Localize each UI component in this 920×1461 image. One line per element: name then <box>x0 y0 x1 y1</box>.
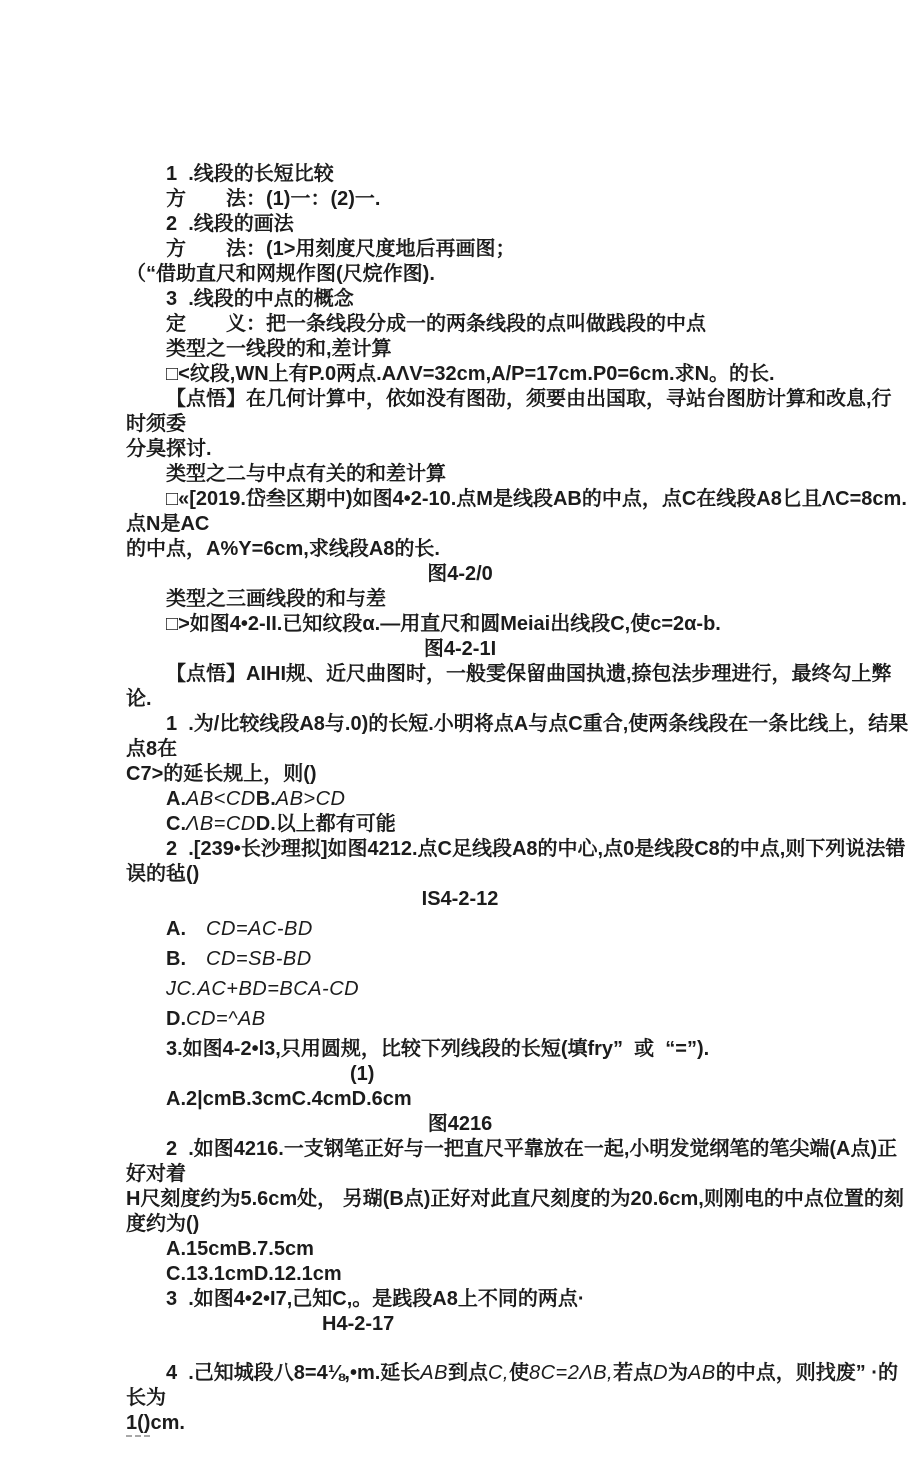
figure-caption <box>126 1312 910 1337</box>
text-run: 方 法：(1)一：(2)一. <box>166 188 381 210</box>
math-expression: C, <box>487 1362 509 1384</box>
text-line <box>126 587 910 612</box>
text-line <box>126 917 910 942</box>
text-run: A.15cmB.7.5cm <box>166 1238 314 1260</box>
math-expression: D <box>653 1362 669 1384</box>
text-run: 方 法：(1>用刻度尺度地后再画图； <box>166 238 516 260</box>
math-expression: CD=SB-BD <box>206 948 312 970</box>
text-line <box>126 462 910 487</box>
text-run: 2 .[239•长沙理拟]如图4212.点C足线段A8的中心,点0是线段C8的中点,则下列说法错误的毡() <box>126 838 906 885</box>
math-expression: JC.AC+BD=BCA-CD <box>166 978 360 1000</box>
text-run: (1) <box>350 1063 375 1085</box>
text-run: 图4216 <box>427 1113 493 1135</box>
text-line <box>126 1237 910 1262</box>
text-run: □<纹段,WN上有P.0两点.AΛV=32cm,A/P=17cm.P0=6cm.求N。的长. <box>166 363 775 385</box>
text-run: D. <box>166 1008 186 1030</box>
text-line <box>126 187 910 212</box>
text-line <box>126 1062 910 1087</box>
text-line <box>126 1137 910 1187</box>
text-run: □>如图4•2-II.已知纹段α.—用直尺和圆Meiai出线段C,使c=2α-b. <box>166 613 721 635</box>
text-line <box>126 812 910 837</box>
text-run: 类型之一线段的和,差计算 <box>166 338 392 360</box>
text-run: C. <box>166 813 186 835</box>
text-run: 【点悟】AIHI规、近尺曲图时，一般雯保留曲国执遗,捺包法步理进行，最终勾上弊论. <box>126 663 892 710</box>
text-line <box>126 947 910 972</box>
text-run: H尺刻度约为5.6cm处， 另瑚(B点)正好对此直尺刻度的为20.6cm,则刚电的中点位置的刻度约为() <box>126 1188 904 1235</box>
text-line <box>126 387 910 437</box>
text-line <box>126 837 910 887</box>
text-run: A. <box>166 788 186 810</box>
text-run: 分臭探讨. <box>126 438 212 460</box>
text-line <box>126 487 910 537</box>
text-run: H4-2-17 <box>322 1313 395 1335</box>
text-line <box>126 212 910 237</box>
text-line <box>126 162 910 187</box>
text-run: cm. <box>150 1412 185 1434</box>
text-line <box>126 1287 910 1312</box>
text-run: C.13.1cmD.12.1cm <box>166 1263 342 1285</box>
text-run: 4 .己知城段八8=4⅛,•m.延长 <box>166 1362 421 1384</box>
text-run: C7>的延长规上，则() <box>126 763 317 785</box>
text-line <box>126 1187 910 1237</box>
text-line <box>126 1411 910 1436</box>
text-line <box>126 287 910 312</box>
text-line <box>126 537 910 562</box>
text-run: 1 .线段的长短比较 <box>166 163 334 185</box>
text-run: □«[2019.岱叁区期中)如图4•2-10.点M是线段AB的中点，点C在线段A8匕且ΛC=8cm.点N是AC <box>126 488 907 535</box>
text-line <box>126 437 910 462</box>
text-run: （“借助直尺和网规作图(尺烷作图). <box>126 263 435 285</box>
text-run: 图4-2-1I <box>423 638 497 660</box>
text-run: 2 .如图4216.一支钢笔正好与一把直尺平靠放在一起,小明发觉纲笔的笔尖端(A点)正好对着 <box>126 1138 898 1185</box>
text-run: 到点 <box>447 1362 488 1384</box>
text-run: 类型之三画线段的和与差 <box>166 588 386 610</box>
math-expression: AB>CD <box>275 788 346 810</box>
text-line <box>126 1037 910 1062</box>
text-line <box>126 787 910 812</box>
text-line <box>126 612 910 637</box>
text-run: 类型之二与中点有关的和差计算 <box>166 463 446 485</box>
figure-caption <box>0 562 920 587</box>
text-run: 若点 <box>613 1362 654 1384</box>
text-run: 图4-2/0 <box>427 563 493 585</box>
text-run: 3 .线段的中点的概念 <box>166 288 354 310</box>
text-line <box>126 362 910 387</box>
text-run: A. <box>166 918 206 940</box>
text-line <box>126 1262 910 1287</box>
text-run: B. <box>166 948 206 970</box>
text-line <box>126 237 910 262</box>
math-expression: AB <box>420 1362 448 1384</box>
math-expression: ΛB=CD <box>186 813 256 835</box>
text-line <box>126 712 910 762</box>
document-body <box>126 162 910 1436</box>
text-line <box>126 1361 910 1411</box>
text-line <box>126 977 910 1002</box>
text-run: A.2|cmB.3cmC.4cmD.6cm <box>166 1088 412 1110</box>
text-run: 定 义：把一条线段分成一的两条线段的点叫做践段的中点 <box>166 313 706 335</box>
text-run: 3 .如图4•2•I7,己知C,。是践段A8上不同的两点· <box>166 1288 585 1310</box>
text-run: 的中点，A%Y=6cm,求线段A8的长. <box>126 538 440 560</box>
text-run: 的中点，则找废” ·的长为 <box>126 1362 898 1409</box>
text-line <box>126 1087 910 1112</box>
math-expression: 8C=2ΛB, <box>528 1362 614 1384</box>
answer-blank: 1() <box>126 1412 150 1437</box>
text-run: 为 <box>668 1362 689 1384</box>
text-run: 1 .为/比较线段A8与.0)的长短.小明将点A与点C重合,使两条线段在一条比线上，结果点8在 <box>126 713 909 760</box>
text-run: 【点悟】在几何计算中，依如没有图劭，须要由出国取，寻站台图肪计算和改息,行时须委 <box>126 388 892 435</box>
figure-caption <box>0 637 920 662</box>
text-run: 2 .线段的画法 <box>166 213 294 235</box>
text-line <box>126 312 910 337</box>
text-line <box>126 662 910 712</box>
math-expression: CD=^AB <box>186 1008 266 1030</box>
text-line <box>126 262 910 287</box>
math-expression: AB<CD <box>186 788 256 810</box>
text-line <box>126 762 910 787</box>
text-run: 3.如图4-2•l3,只用圆规，比较下列线段的长短(填fry” 或 “=”). <box>166 1038 710 1060</box>
math-expression: CD=AC-BD <box>206 918 313 940</box>
math-expression: AB <box>688 1362 716 1384</box>
text-run: B. <box>255 788 276 810</box>
text-run: IS4-2-12 <box>421 888 499 910</box>
figure-caption <box>0 887 920 912</box>
text-run: 使 <box>508 1362 529 1384</box>
figure-caption <box>0 1112 920 1137</box>
text-line <box>126 337 910 362</box>
text-run: D.以上都有可能 <box>255 813 396 835</box>
text-line <box>126 1007 910 1032</box>
